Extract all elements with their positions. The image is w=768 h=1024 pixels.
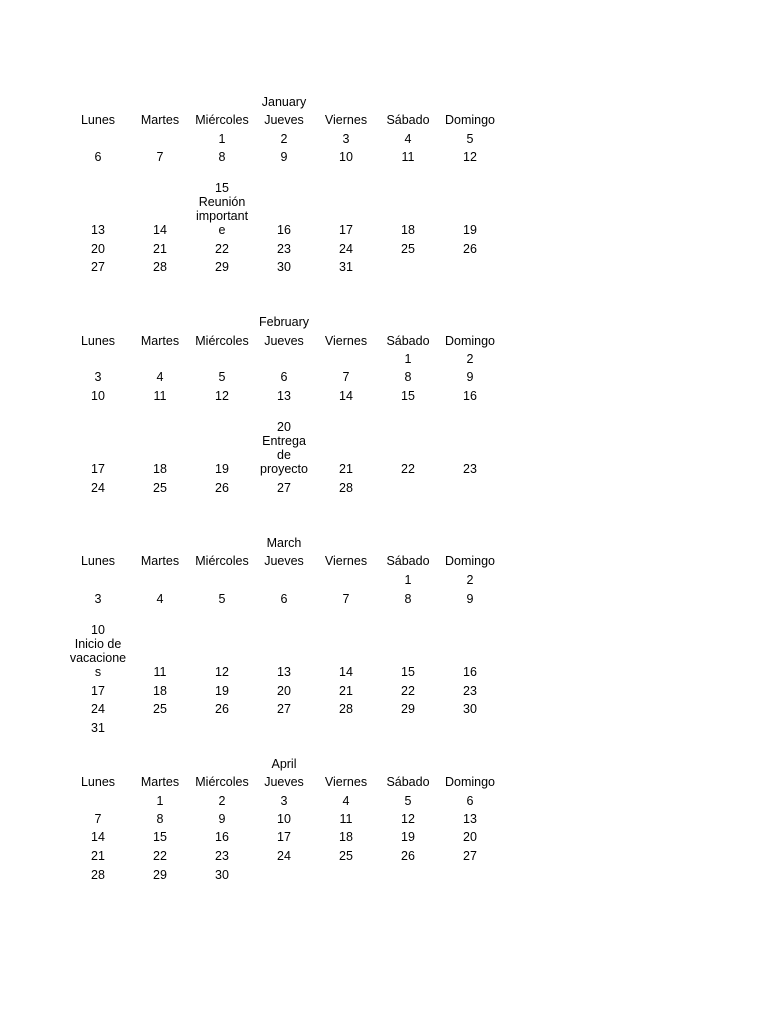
day-cell: 4 [156,592,164,606]
day-cell: 11 [153,389,167,403]
day-cell: 23 [215,849,229,863]
day-cell: 22 [215,242,229,256]
weekday-header: Sábado [386,554,430,568]
day-cell: 30 [463,702,477,716]
weekday-header: Martes [140,775,180,789]
day-cell: 2 [280,132,288,146]
day-cell: 3 [94,370,102,384]
weekday-header: Miércoles [195,775,249,789]
day-cell: 9 [466,592,474,606]
day-cell: 14 [339,665,353,679]
day-cell: 18 [339,830,353,844]
day-cell: 27 [463,849,477,863]
day-cell: 20 [463,830,477,844]
day-cell: 29 [215,260,229,274]
day-cell: 22 [401,684,415,698]
day-cell: 31 [91,721,105,735]
day-cell: 14 [153,223,167,237]
day-cell: 6 [280,370,288,384]
day-cell: 2 [466,352,474,366]
day-cell: 17 [277,830,291,844]
day-cell: 5 [404,794,412,808]
day-cell: 8 [156,812,164,826]
day-cell-with-event: 15 Reunión important e [195,181,249,237]
weekday-header: Miércoles [195,113,249,127]
day-cell: 21 [339,462,353,476]
day-cell: 5 [466,132,474,146]
day-cell: 13 [277,665,291,679]
day-cell: 22 [401,462,415,476]
day-cell: 11 [339,812,353,826]
weekday-header: Martes [140,554,180,568]
day-cell: 21 [153,242,167,256]
day-cell: 16 [277,223,291,237]
day-cell: 30 [277,260,291,274]
weekday-header: Viernes [324,775,368,789]
weekday-header: Jueves [264,554,304,568]
weekday-header: Martes [140,334,180,348]
day-cell: 4 [404,132,412,146]
day-cell: 8 [218,150,226,164]
day-cell: 29 [153,868,167,882]
day-cell: 28 [91,868,105,882]
weekday-header: Sábado [386,775,430,789]
weekday-header: Viernes [324,334,368,348]
day-cell: 7 [342,370,350,384]
day-cell: 25 [339,849,353,863]
day-cell: 7 [342,592,350,606]
day-cell: 7 [156,150,164,164]
day-cell: 28 [339,481,353,495]
day-cell: 10 [277,812,291,826]
day-cell: 23 [277,242,291,256]
day-cell: 4 [342,794,350,808]
day-cell: 15 [401,665,415,679]
day-cell: 11 [401,150,415,164]
day-cell: 24 [339,242,353,256]
day-cell: 24 [91,481,105,495]
day-cell: 20 [277,684,291,698]
day-cell: 7 [94,812,102,826]
day-cell: 17 [339,223,353,237]
day-cell-with-event: 10 Inicio de vacacione s [69,623,127,679]
day-cell: 17 [91,462,105,476]
day-cell: 22 [153,849,167,863]
day-cell: 9 [280,150,288,164]
weekday-header: Jueves [264,775,304,789]
day-cell: 8 [404,370,412,384]
weekday-header: Lunes [80,554,116,568]
weekday-header: Viernes [324,113,368,127]
day-cell: 11 [153,665,167,679]
weekday-header: Martes [140,113,180,127]
day-cell: 3 [280,794,288,808]
day-cell: 18 [153,684,167,698]
day-cell: 6 [466,794,474,808]
day-cell: 16 [463,389,477,403]
day-cell: 20 [91,242,105,256]
day-cell: 15 [153,830,167,844]
month-title: April [271,757,297,771]
day-cell: 1 [404,352,412,366]
day-cell: 23 [463,462,477,476]
day-cell: 25 [401,242,415,256]
day-cell: 13 [463,812,477,826]
day-cell: 12 [463,150,477,164]
weekday-header: Lunes [80,775,116,789]
day-cell: 14 [339,389,353,403]
day-cell: 3 [94,592,102,606]
day-cell: 5 [218,592,226,606]
day-cell: 9 [466,370,474,384]
weekday-header: Lunes [80,334,116,348]
month-title: January [261,95,307,109]
day-cell: 12 [215,665,229,679]
day-cell: 10 [339,150,353,164]
day-cell: 24 [91,702,105,716]
day-cell: 30 [215,868,229,882]
day-cell: 18 [153,462,167,476]
day-cell: 5 [218,370,226,384]
day-cell: 26 [463,242,477,256]
day-cell: 25 [153,481,167,495]
day-cell: 10 [91,389,105,403]
weekday-header: Domingo [444,334,496,348]
day-cell: 8 [404,592,412,606]
day-cell: 1 [404,573,412,587]
weekday-header: Jueves [264,334,304,348]
day-cell: 1 [156,794,164,808]
month-title: February [258,315,310,329]
day-cell: 19 [215,462,229,476]
weekday-header: Jueves [264,113,304,127]
weekday-header: Sábado [386,334,430,348]
day-cell: 28 [339,702,353,716]
day-cell: 26 [215,702,229,716]
day-cell: 13 [277,389,291,403]
weekday-header: Miércoles [195,554,249,568]
day-cell: 26 [215,481,229,495]
day-cell: 29 [401,702,415,716]
day-cell: 14 [91,830,105,844]
day-cell: 21 [91,849,105,863]
day-cell: 13 [91,223,105,237]
day-cell: 27 [91,260,105,274]
day-cell: 12 [401,812,415,826]
day-cell: 3 [342,132,350,146]
weekday-header: Lunes [80,113,116,127]
month-title: March [266,536,302,550]
day-cell: 2 [218,794,226,808]
day-cell: 16 [215,830,229,844]
weekday-header: Miércoles [195,334,249,348]
day-cell-with-event: 20 Entrega de proyecto [260,420,308,476]
day-cell: 12 [215,389,229,403]
day-cell: 6 [280,592,288,606]
weekday-header: Sábado [386,113,430,127]
day-cell: 4 [156,370,164,384]
day-cell: 19 [463,223,477,237]
day-cell: 25 [153,702,167,716]
weekday-header: Domingo [444,554,496,568]
day-cell: 24 [277,849,291,863]
day-cell: 2 [466,573,474,587]
day-cell: 16 [463,665,477,679]
day-cell: 21 [339,684,353,698]
day-cell: 26 [401,849,415,863]
weekday-header: Domingo [444,775,496,789]
day-cell: 9 [218,812,226,826]
weekday-header: Domingo [444,113,496,127]
day-cell: 23 [463,684,477,698]
day-cell: 19 [401,830,415,844]
weekday-header: Viernes [324,554,368,568]
day-cell: 28 [153,260,167,274]
day-cell: 31 [339,260,353,274]
day-cell: 27 [277,702,291,716]
day-cell: 18 [401,223,415,237]
day-cell: 19 [215,684,229,698]
day-cell: 6 [94,150,102,164]
day-cell: 15 [401,389,415,403]
day-cell: 27 [277,481,291,495]
day-cell: 17 [91,684,105,698]
day-cell: 1 [218,132,226,146]
